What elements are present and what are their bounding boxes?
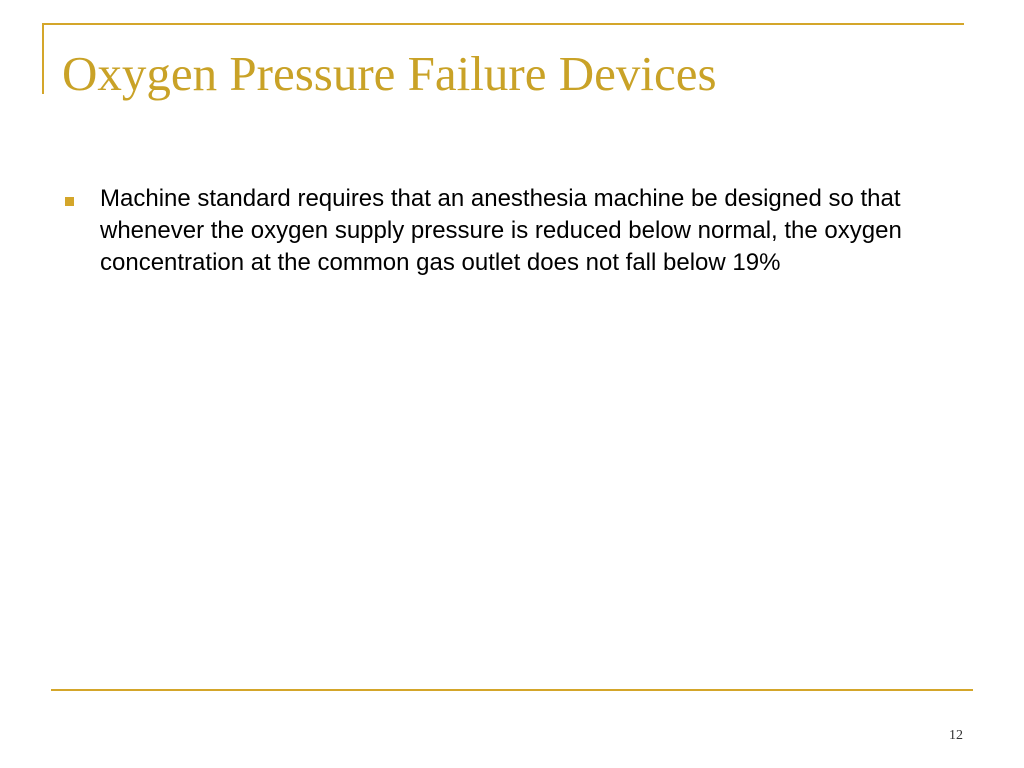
footer-rule [51,689,973,691]
bullet-text: Machine standard requires that an anesthesia machine be designed so that whenever the oxygen supply pressure is reduced below normal, the oxygen concentration at the common gas outlet does not fall below 19% [100,185,902,276]
title-frame-top-rule [42,23,964,25]
slide-title: Oxygen Pressure Failure Devices [62,46,717,101]
title-frame-left-rule [42,23,44,94]
slide-body [62,183,962,279]
bullet-item [62,183,962,279]
page-number: 12 [949,728,963,743]
square-bullet-icon [65,197,74,206]
